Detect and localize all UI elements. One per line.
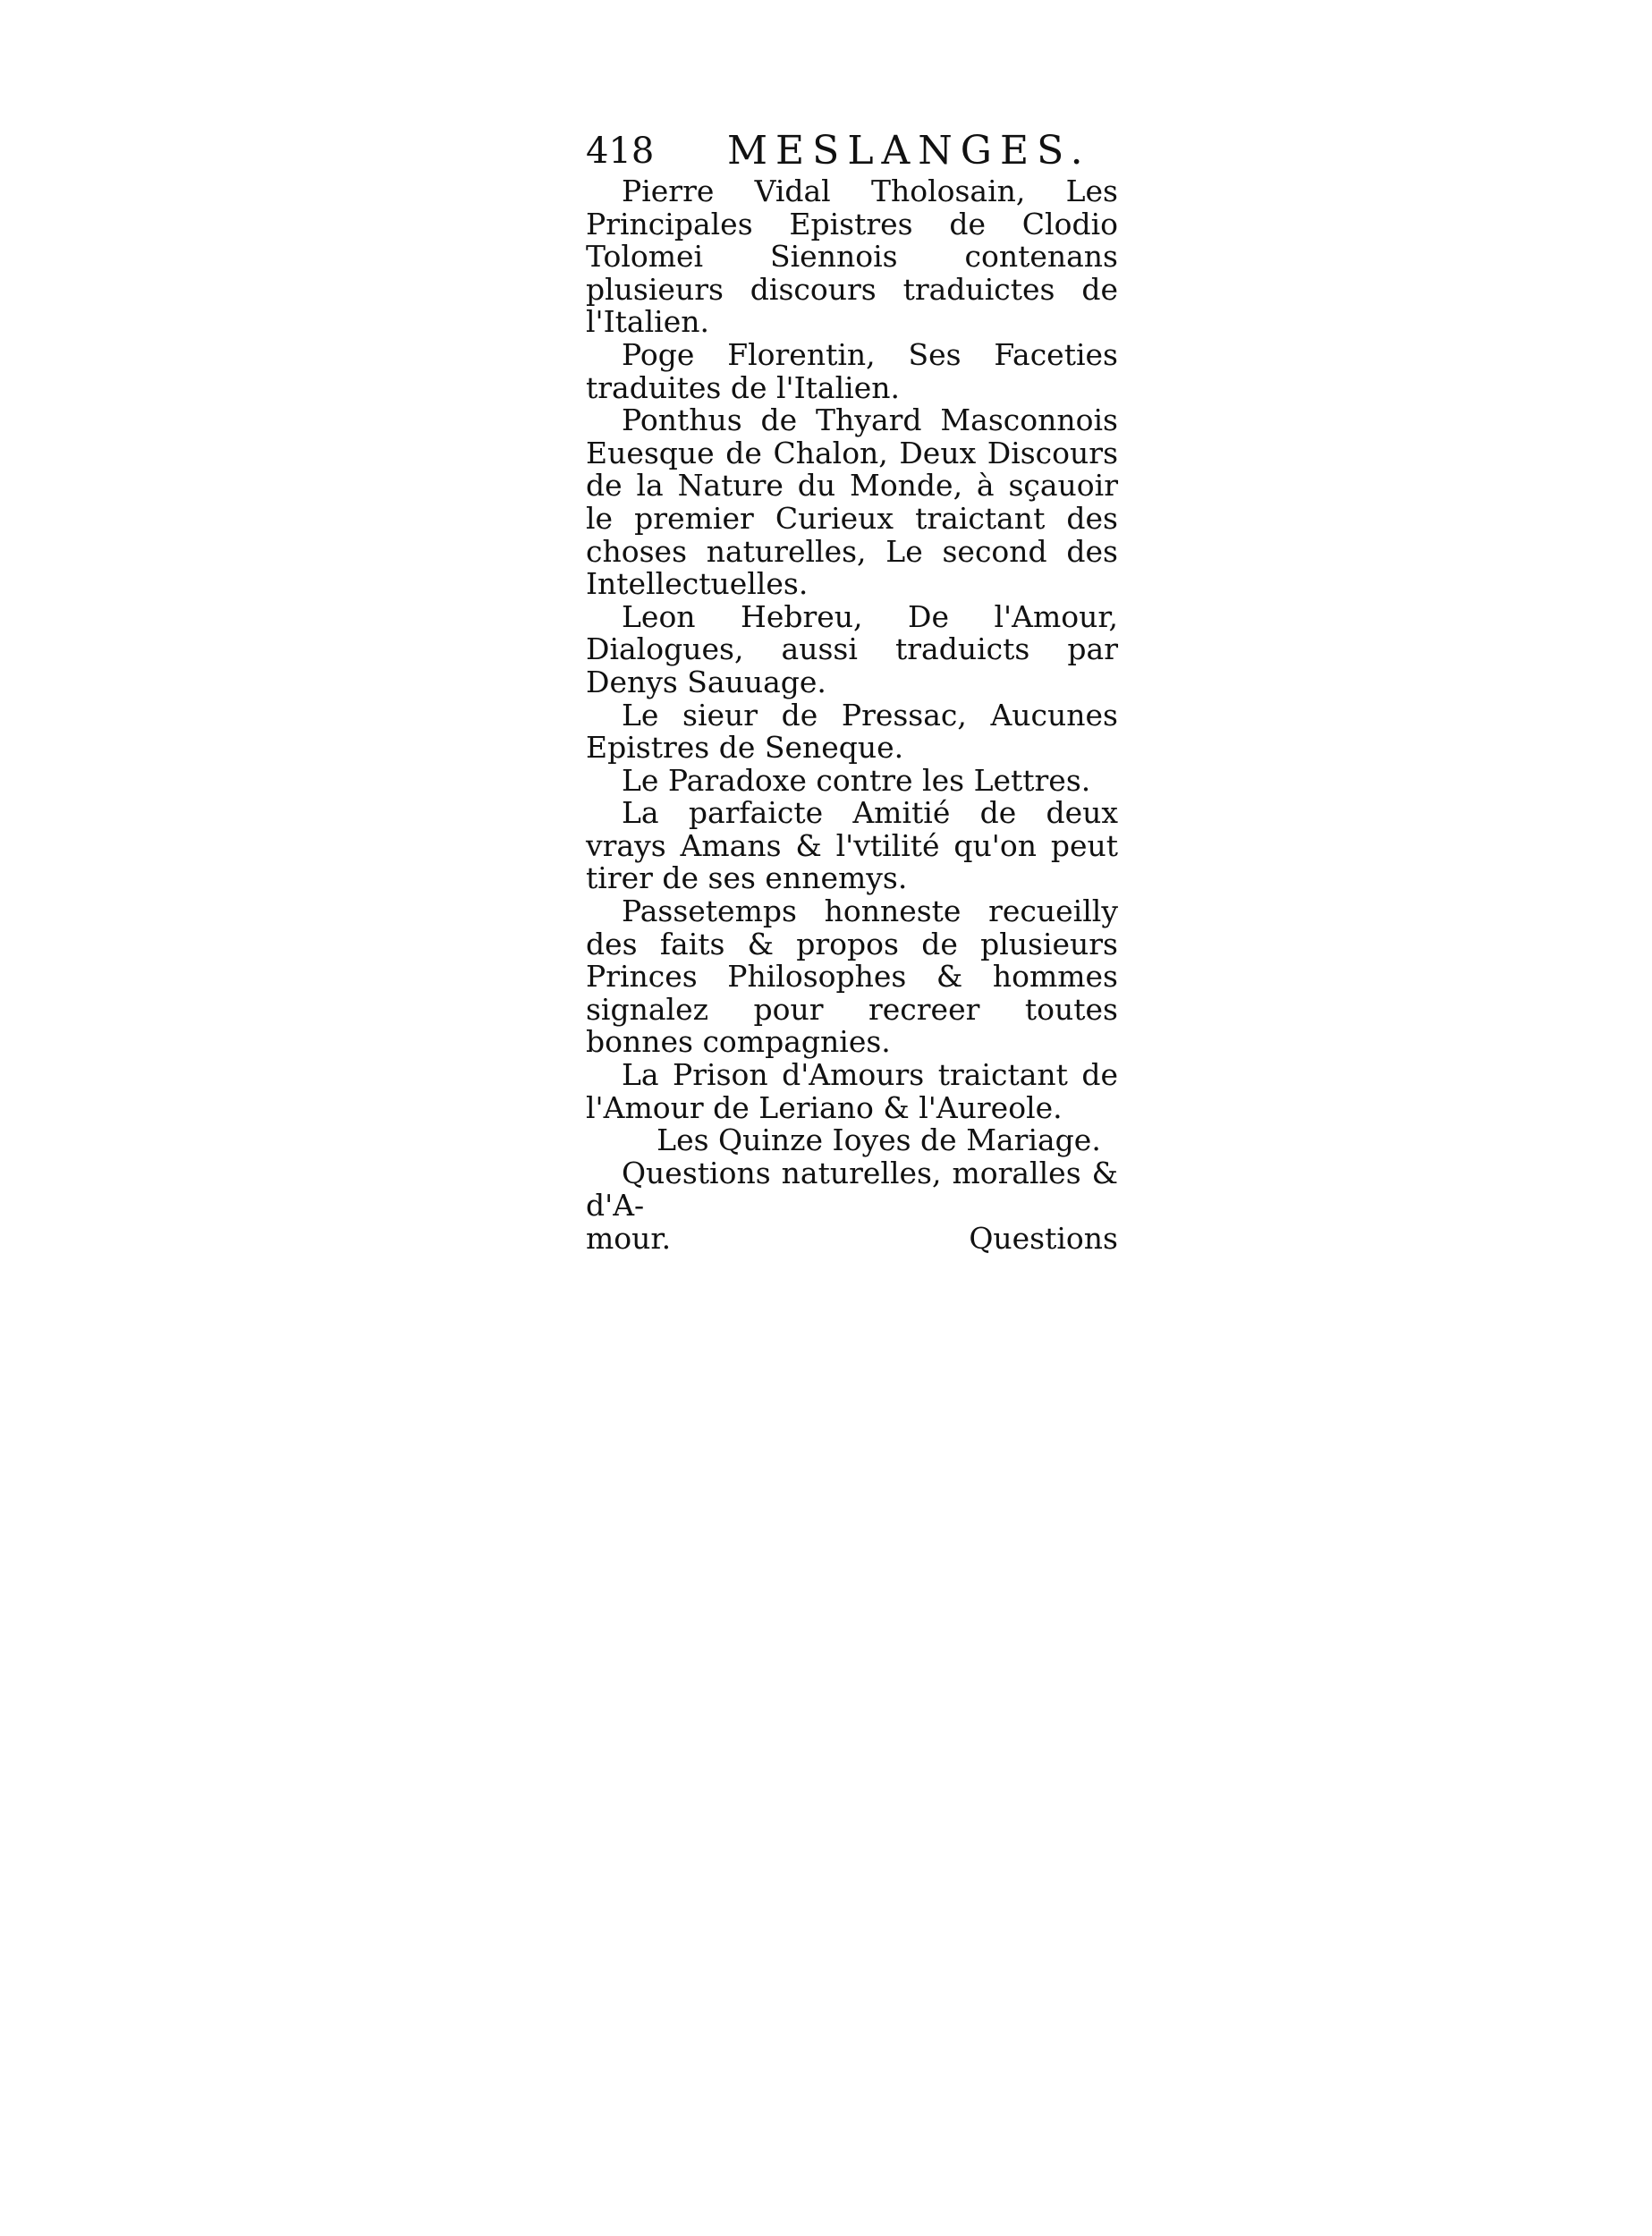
entry-poge: Poge Florentin, Ses Faceties traduites de l'Italien. <box>586 336 1118 405</box>
entry-questions: Questions naturelles, moralles & d'A- <box>586 1155 1118 1224</box>
page-number: 418 <box>586 131 655 172</box>
entry-paradoxe: Le Paradoxe contre les Lettres. <box>622 762 1091 798</box>
catchword: Questions <box>969 1221 1118 1256</box>
entry-quinze-ioyes: Les Quinze Ioyes de Mariage. <box>657 1122 1101 1158</box>
entry-vidal: Pierre Vidal Tholosain, Les Principales Epistres de Clodio Tolomei Siennois contenans plusieurs discours traduictes de l'Italien. <box>586 174 1118 340</box>
final-line <box>586 1223 1118 1256</box>
page-header <box>586 127 1114 175</box>
entry-passetemps: Passetemps honneste recueilly des faits & propos de plusieurs Princes Philosophes & hommes signalez pour recreer toutes bonnes compagnies. <box>586 894 1118 1060</box>
running-title: MESLANGES. <box>727 128 1091 174</box>
entry-pressac: Le sieur de Pressac, Aucunes Epistres de Seneque. <box>586 697 1118 766</box>
entry-hebreu: Leon Hebreu, De l'Amour, Dialogues, aussi traduicts par Denys Sauuage. <box>586 598 1118 699</box>
entry-thyard: Ponthus de Thyard Masconnois Euesque de Chalon, Deux Discours de la Nature du Monde, à sçauoir le premier Curieux traictant des choses naturelles, Le second des Intellectuelles. <box>586 402 1118 602</box>
entry-amitie: La parfaicte Amitié de deux vrays Amans & l'vtilité qu'on peut tirer de ses ennemys. <box>586 795 1118 896</box>
entry-prison: La Prison d'Amours traictant de l'Amour de Leriano & l'Aureole. <box>586 1057 1118 1125</box>
text-block <box>586 175 1118 1256</box>
final-word: mour. <box>586 1221 672 1256</box>
